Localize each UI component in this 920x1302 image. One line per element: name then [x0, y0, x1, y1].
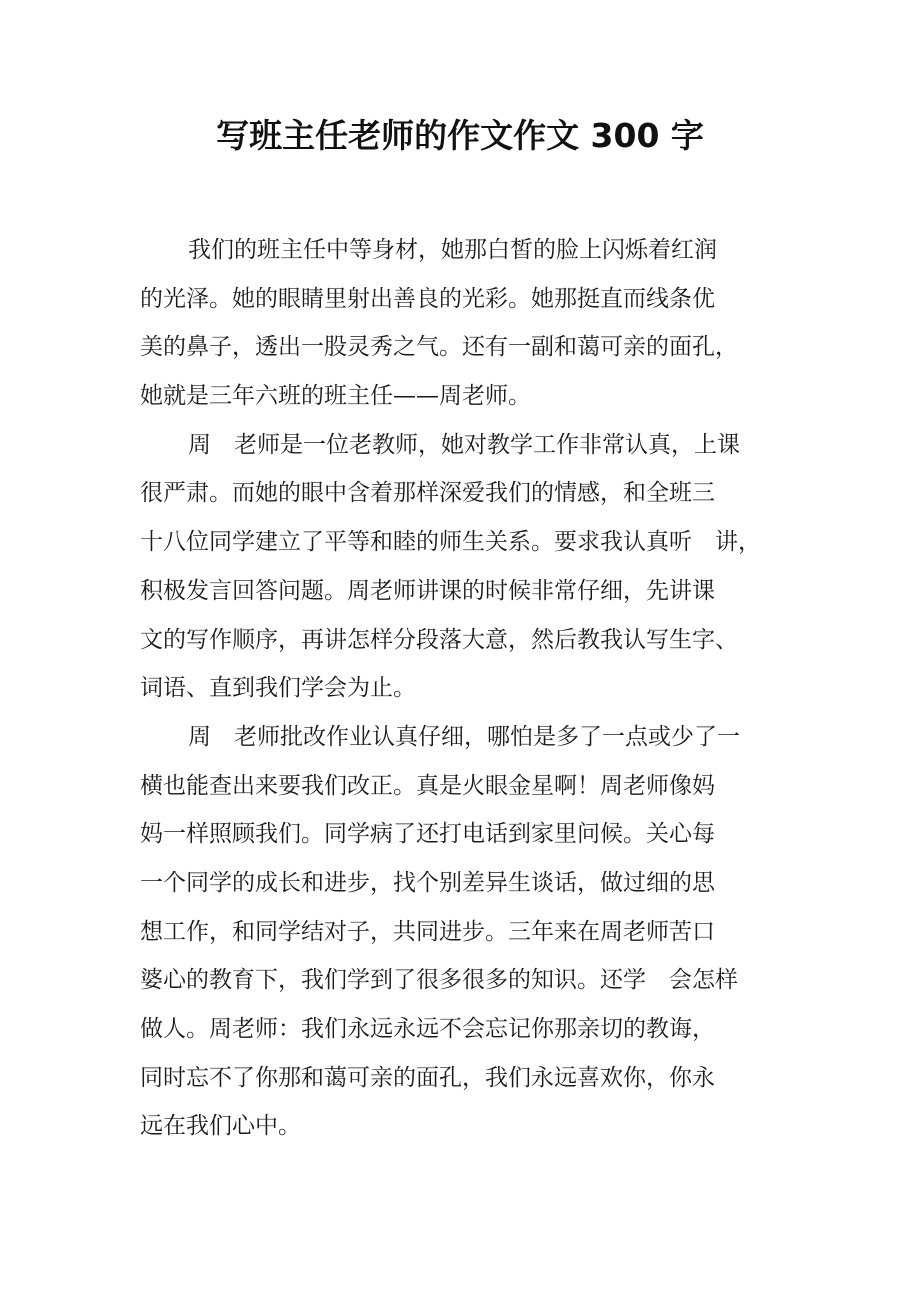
- paragraph-2-line: 周 老师是一位老教师，她对教学工作非常认真，上课: [188, 431, 740, 458]
- essay-body: [140, 226, 785, 1151]
- paragraph-2-line: 词语、直到我们学会为止。: [140, 675, 416, 702]
- paragraph-3-line: 想工作，和同学结对子，共同进步。三年来在周老师苦口: [140, 918, 715, 945]
- paragraph-3-line: 横也能查出来要我们改正。真是火眼金星啊！周老师像妈: [140, 772, 715, 799]
- paragraph-2-line: 文的写作顺序，再讲怎样分段落大意，然后教我认写生字、: [140, 626, 738, 653]
- paragraph-1-line: 的光泽。她的眼睛里射出善良的光彩。她那挺直而线条优: [140, 285, 715, 312]
- paragraph-3-line: 远在我们心中。: [140, 1113, 301, 1140]
- paragraph-2-line: 十八位同学建立了平等和睦的师生关系。要求我认真听 讲，: [140, 529, 761, 556]
- page-title: 写班主任老师的作文作文 300 字: [216, 116, 704, 155]
- paragraph-2-line: 积极发言回答问题。周老师讲课的时候非常仔细，先讲课: [140, 577, 715, 604]
- paragraph-3-line: 婆心的教育下，我们学到了很多很多的知识。还学 会怎样: [140, 967, 738, 994]
- paragraph-3-line: 同时忘不了你那和蔼可亲的面孔，我们永远喜欢你，你永: [140, 1064, 715, 1091]
- paragraph-1-line: 我们的班主任中等身材，她那白皙的脸上闪烁着红润: [188, 237, 717, 263]
- paragraph-3-line: 妈一样照顾我们。同学病了还打电话到家里问候。关心每: [140, 821, 715, 848]
- paragraph-1-line: 美的鼻子，透出一股灵秀之气。还有一副和蔼可亲的面孔，: [140, 334, 738, 361]
- paragraph-3-line: 做人。周老师：我们永远永远不会忘记你那亲切的教诲，: [140, 1016, 715, 1042]
- paragraph-3-line: 周 老师批改作业认真仔细，哪怕是多了一点或少了一: [188, 723, 740, 750]
- paragraph-1-line: 她就是三年六班的班主任——周老师。: [140, 383, 531, 410]
- paragraph-3-line: 一个同学的成长和进步，找个别差异生谈话，做过细的思: [140, 869, 715, 896]
- paragraph-2-line: 很严肃。而她的眼中含着那样深爱我们的情感，和全班三: [140, 480, 715, 507]
